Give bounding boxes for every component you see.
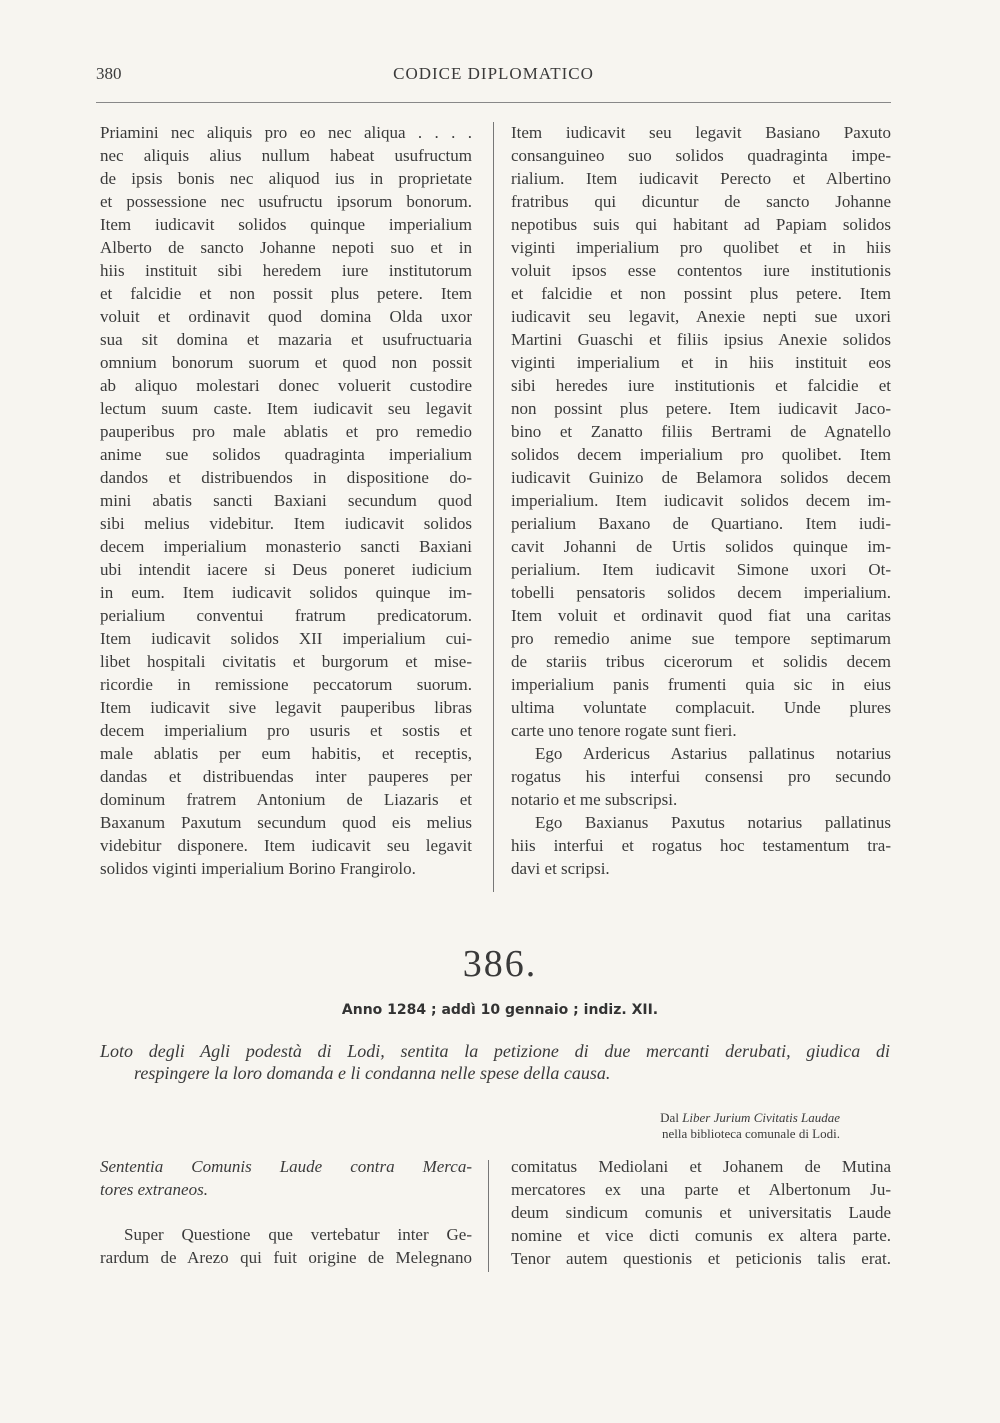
document-number: 386.: [462, 943, 538, 985]
text-line: nepotibus suis qui habitant ad Papiam solidos: [511, 215, 891, 234]
lower-left-column: [100, 1155, 472, 1269]
text-line: deum sindicum comunis et universitatis Laude: [511, 1203, 891, 1222]
summary-line: Loto degli Agli podestà di Lodi, sentita la petizione di due mercanti derubati, giudica di: [100, 1041, 890, 1061]
text-line: davi et scripsi.: [511, 859, 610, 878]
text-line: imperialium. Item iudicavit solidos decem im-: [511, 491, 891, 510]
column-divider: [493, 122, 494, 892]
text-line: et falcidie et non possint plus petere. Item: [511, 284, 891, 303]
text-line: perialium conventui fratrum predicatorum.: [100, 606, 472, 625]
text-line: rialium. Item iudicavit Perecto et Albertino: [511, 169, 891, 188]
text-line: Ego Ardericus Astarius pallatinus notarius: [535, 744, 891, 763]
text-line: mini abatis sancti Baxiani secundum quod: [100, 491, 472, 510]
source-prefix: Dal: [660, 1110, 679, 1125]
text-line: videbitur disponere. Item iudicavit seu legavit: [100, 836, 472, 855]
document-dateline: Anno 1284 ; addì 10 gennaio ; indiz. XII.: [341, 1002, 659, 1018]
text-line: consanguineo suo solidos quadraginta impe-: [511, 146, 891, 165]
text-line: Tenor autem questionis et peticionis talis erat.: [511, 1249, 891, 1268]
text-line: rardum de Arezo qui fuit origine de Melegnano: [100, 1248, 472, 1267]
text-line: iudicavit Guinizo de Belamora solidos decem: [511, 468, 891, 487]
text-line: rogatus his interfui consensi pro secundo: [511, 767, 891, 786]
upper-left-column: [100, 121, 472, 880]
text-line: sua sit domina et mazaria et usufructuaria: [100, 330, 472, 349]
text-line: Item voluit et ordinavit quod fiat una caritas: [511, 606, 891, 625]
text-line: et falcidie et non possit plus petere. Item: [100, 284, 472, 303]
text-line: tobelli pensatoris solidos decem imperialium.: [511, 583, 891, 602]
text-line: de stariis tribus cicerorum et solidis decem: [511, 652, 891, 671]
text-line: solidos viginti imperialium Borino Frangirolo.: [100, 859, 416, 878]
text-line: Ego Baxianus Paxutus notarius pallatinus: [535, 813, 891, 832]
summary-line: respingere la loro domanda e li condanna nelle spese della causa.: [134, 1063, 611, 1083]
text-line: Item iudicavit solidos XII imperialium cui-: [100, 629, 472, 648]
text-line: lectum suum caste. Item iudicavit seu legavit: [100, 399, 472, 418]
text-line: hiis instituit sibi heredem iure institutorum: [100, 261, 472, 280]
source-note: [560, 1110, 840, 1142]
text-line: et possessione nec usufructu ipsorum bonorum.: [100, 192, 472, 211]
text-line: perialium. Item iudicavit Simone uxori Ot-: [511, 560, 891, 579]
text-line: non possint plus petere. Item iudicavit Jaco-: [511, 399, 891, 418]
text-line: pauperibus pro male ablatis et pro remedio: [100, 422, 472, 441]
text-line: voluit ipsos esse contentos iure institutionis: [511, 261, 891, 280]
text-line: ab aliquo molestari donec voluerit custodire: [100, 376, 472, 395]
text-line: Super Questione que vertebatur inter Ge-: [124, 1225, 472, 1244]
text-line: nomine et vice dicti comunis ex altera parte.: [511, 1226, 891, 1245]
running-title: CODICE DIPLOMATICO: [393, 64, 594, 83]
document-summary: [100, 1040, 890, 1084]
lower-right-column: [511, 1155, 891, 1270]
text-line: fratribus qui dicuntur de sancto Johanne: [511, 192, 891, 211]
text-line: voluit et ordinavit quod domina Olda uxor: [100, 307, 472, 326]
header-rule: [96, 102, 891, 103]
text-line: Martini Guaschi et filiis ipsius Anexie solidos: [511, 330, 891, 349]
text-line: imperialium panis frumenti quia sic in eius: [511, 675, 891, 694]
text-line: Alberto de sancto Johanne nepoti suo et in: [100, 238, 472, 257]
text-line: decem imperialium monasterio sancti Baxiani: [100, 537, 472, 556]
text-line: ubi intendit iacere si Deus poneret iudicium: [100, 560, 472, 579]
text-line: decem imperialium pro usuris et sostis et: [100, 721, 472, 740]
text-line: solidos decem imperialium pro quolibet. Item: [511, 445, 891, 464]
text-line: sibi melius videbitur. Item iudicavit solidos: [100, 514, 472, 533]
text-line: perialium Baxano de Quartiano. Item iudi-: [511, 514, 891, 533]
text-line: in eum. Item iudicavit solidos quinque im-: [100, 583, 472, 602]
source-location: nella biblioteca comunale di Lodi.: [662, 1126, 840, 1141]
text-line: ricordie in remissione peccatorum suorum.: [100, 675, 472, 694]
page-number: 380: [96, 64, 122, 83]
page-header: [96, 64, 891, 88]
upper-right-column: [511, 121, 891, 880]
text-line: nec aliquis alius nullum habeat usufructum: [100, 146, 472, 165]
source-title: Liber Jurium Civitatis Laudae: [682, 1110, 840, 1125]
text-line: pro remedio anime sue tempore septimarum: [511, 629, 891, 648]
text-line: Baxanum Paxutum secundum quod eis melius: [100, 813, 472, 832]
text-line: dandos et distribuendos in dispositione do-: [100, 468, 472, 487]
text-line: anime sue solidos quadraginta imperialium: [100, 445, 472, 464]
text-line: omnium bonorum suorum et quod non possit: [100, 353, 472, 372]
text-line: bino et Zanatto filiis Bertrami de Agnatello: [511, 422, 891, 441]
text-line: iudicavit seu legavit, Anexie nepti sue uxori: [511, 307, 891, 326]
text-line: comitatus Mediolani et Johanem de Mutina: [511, 1157, 891, 1176]
text-line: libet hospitali civitatis et burgorum et mise-: [100, 652, 472, 671]
text-line: dominum fratrem Antonium de Liazaris et: [100, 790, 472, 809]
document-title: Sententia Comunis Laude contra Merca-: [100, 1157, 472, 1176]
document-title: tores extraneos.: [100, 1180, 208, 1199]
text-line: viginti imperialium et in hiis instituit eos: [511, 353, 891, 372]
text-line: carte uno tenore rogate sunt fieri.: [511, 721, 737, 740]
text-line: Item iudicavit sive legavit pauperibus libras: [100, 698, 472, 717]
text-line: de ipsis bonis nec aliquod ius in proprietate: [100, 169, 472, 188]
text-line: Item iudicavit solidos quinque imperialium: [100, 215, 472, 234]
text-line: Item iudicavit seu legavit Basiano Paxuto: [511, 123, 891, 142]
text-line: viginti imperialium pro quolibet et in hiis: [511, 238, 891, 257]
text-line: notario et me subscripsi.: [511, 790, 678, 809]
text-line: sibi heredes iure institutionis et falcidie et: [511, 376, 891, 395]
text-line: Priamini nec aliquis pro eo nec aliqua . . . .: [100, 123, 472, 142]
text-line: male ablatis per eum habitis, et receptis,: [100, 744, 472, 763]
text-line: dandas et distribuendas inter pauperes per: [100, 767, 472, 786]
text-line: ultima voluntate complacuit. Unde plures: [511, 698, 891, 717]
text-line: hiis interfui et rogatus hoc testamentum tra-: [511, 836, 891, 855]
text-line: mercatores ex una parte et Albertonum Ju-: [511, 1180, 891, 1199]
column-divider: [488, 1160, 489, 1272]
text-line: cavit Johanni de Urtis solidos quinque im-: [511, 537, 891, 556]
